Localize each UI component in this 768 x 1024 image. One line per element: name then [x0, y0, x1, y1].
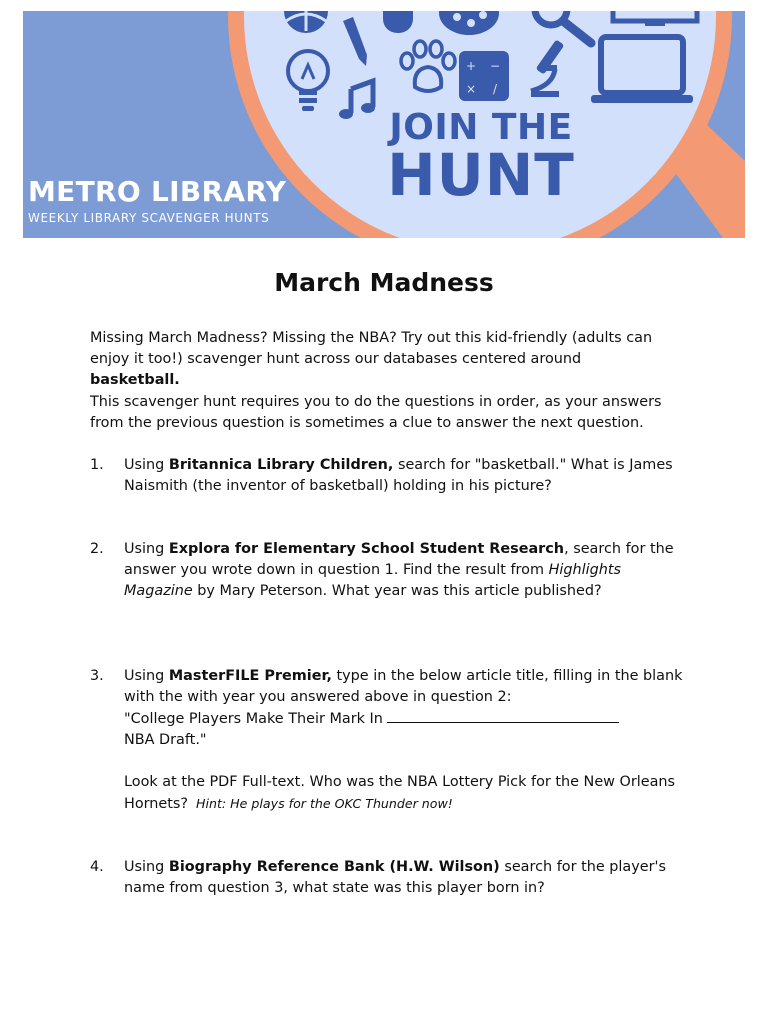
article-title-line: [124, 708, 690, 730]
calculator-icon: [459, 51, 509, 101]
banner: [23, 11, 745, 238]
question-pre: Using: [124, 541, 169, 557]
question-body: [124, 539, 690, 602]
calc-divide-glyph: /: [492, 82, 498, 96]
intro-paragraph: [90, 328, 675, 391]
question-text: search for "basketball." What is James Naismith (the inventor of basketball) holding in his picture?: [124, 457, 673, 494]
calc-plus-glyph: +: [465, 59, 477, 73]
intro-text: Missing March Madness? Missing the NBA? Try out this kid-friendly (adults can enjoy it too!) scavenger hunt across our databases centered around: [90, 330, 653, 367]
question-text-a: , search for the answer you wrote down in question 1. Find the result from: [124, 541, 674, 578]
question-pre: Using: [124, 668, 169, 684]
question-hint: Hint: He plays for the OKC Thunder now!: [196, 796, 453, 811]
question-main: [124, 666, 690, 708]
calc-minus-glyph: −: [489, 59, 501, 73]
join-heading-line1: JOIN THE: [389, 107, 573, 148]
question-text: type in the below article title, filling in the blank with the with year you answered above in question 2:: [124, 668, 683, 705]
article-title-end: NBA Draft.": [124, 732, 207, 748]
question-database: Explora for Elementary School Student Research: [168, 541, 565, 557]
article-title-start: "College Players Make Their Mark In: [124, 711, 388, 727]
question-followup: Look at the PDF Full-text. Who was the NBA Lottery Pick for the New Orleans Hornets?: [124, 774, 676, 812]
spacer: [124, 751, 690, 772]
brand-subtitle: WEEKLY LIBRARY SCAVENGER HUNTS: [28, 211, 270, 225]
question-pre: Using: [124, 859, 169, 875]
question-italic: Highlights Magazine: [124, 562, 622, 599]
question-text: search for the player's name from question 3, what state was this player born in?: [124, 859, 666, 896]
question-number: 1.: [90, 457, 104, 473]
question-database: Biography Reference Bank (H.W. Wilson): [168, 859, 500, 875]
question-followup-line: [124, 772, 690, 815]
question-number: 4.: [90, 859, 104, 875]
brand-title: METRO LIBRARY: [28, 175, 287, 208]
question-pre: Using: [124, 457, 169, 473]
question-body: [124, 857, 690, 899]
question-body: [124, 666, 690, 815]
question-database: MasterFILE Premier,: [168, 668, 332, 684]
join-heading-line2: HUNT: [387, 141, 575, 209]
question-database: Britannica Library Children,: [168, 457, 394, 473]
calc-times-glyph: ×: [465, 82, 477, 96]
instructions-paragraph: This scavenger hunt requires you to do the questions in order, as your answers from the previous question is sometimes a clue to answer the next question.: [90, 394, 662, 431]
fill-in-blank: [387, 708, 619, 723]
question-number: 3.: [90, 668, 104, 684]
question-number: 2.: [90, 541, 104, 557]
question-text-b: by Mary Peterson. What year was this article published?: [192, 583, 602, 599]
page-title: March Madness: [274, 268, 494, 297]
intro-bold: basketball.: [90, 372, 180, 388]
question-body: [124, 455, 690, 497]
